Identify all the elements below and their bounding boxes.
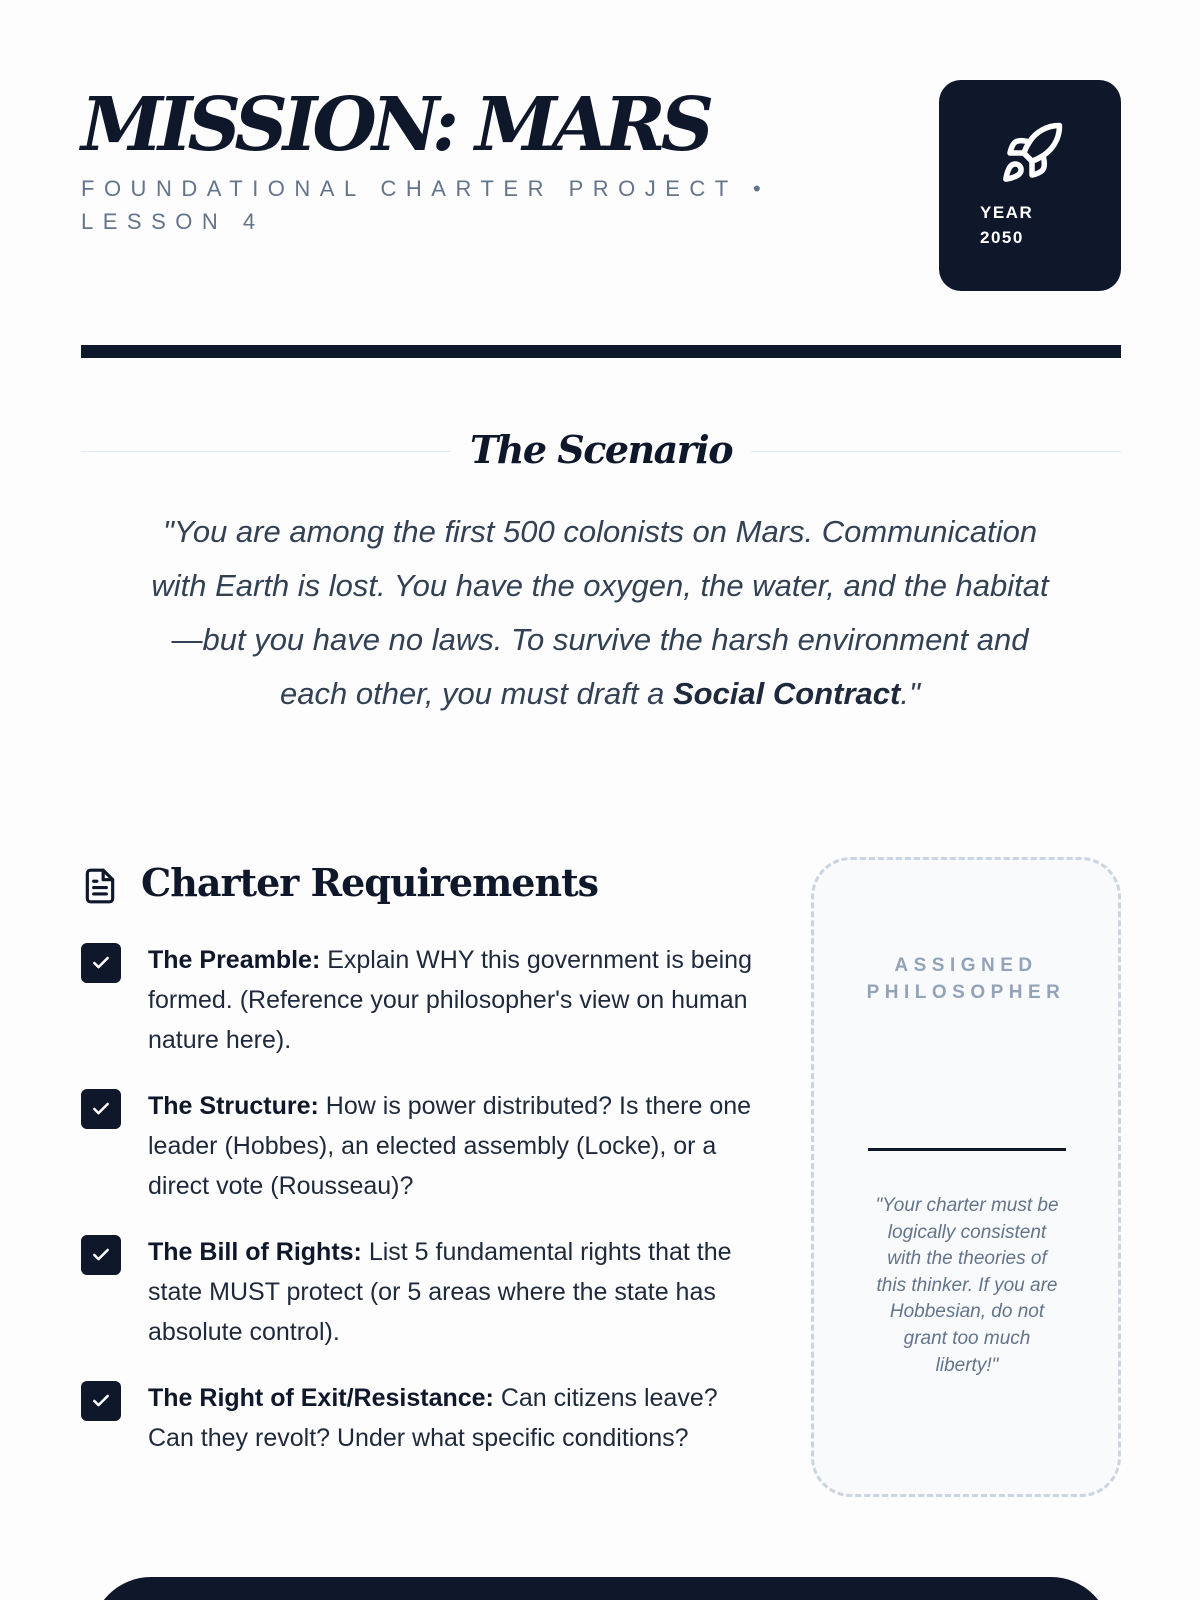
scenario-quote-start: "You are among the first 500 colonists on Mars. Communication with Earth is lost. You have the oxygen, the water, and the habitat—but you have no laws. To survive the harsh environment and each other, you must draft a — [151, 514, 1049, 711]
scenario-quote — [140, 505, 1060, 721]
requirement-label: The Structure: — [148, 1092, 319, 1120]
checkbox-checked[interactable] — [81, 1381, 121, 1421]
requirement-text: How is power distributed? Is there one leader (Hobbes), an elected assembly (Locke), or a direct vote (Rousseau)? — [148, 1092, 752, 1200]
page-header — [81, 80, 1121, 292]
philosopher-note: "Your charter must be logically consistent with the theories of this thinker. If you are Hobbesian, do not grant too much liberty!" — [875, 1195, 1059, 1376]
assigned-philosopher-card — [811, 857, 1121, 1497]
requirement-text: Explain WHY this government is being formed. (Reference your philosopher's view on human nature here). — [148, 946, 752, 1054]
requirement-label: The Right of Exit/Resistance: — [148, 1384, 494, 1412]
year-value: 2050 — [980, 228, 1024, 247]
scenario-quote-end: ." — [900, 676, 920, 711]
philosopher-label: ASSIGNED PHILOSOPHER — [866, 955, 1066, 1003]
philosopher-name-blank[interactable] — [868, 1110, 1066, 1146]
year-label-line1: YEAR — [980, 203, 1034, 222]
scenario-title: The Scenario — [469, 427, 733, 472]
scenario-quote-emphasis: Social Contract — [672, 676, 901, 711]
requirement-item-bill-of-rights — [81, 1232, 761, 1352]
requirement-item-preamble — [81, 940, 761, 1060]
header-divider — [81, 345, 1121, 358]
checkbox-checked[interactable] — [81, 943, 121, 983]
requirement-text: List 5 fundamental rights that the state MUST protect (or 5 areas where the state has absolute control). — [148, 1238, 732, 1346]
year-badge — [939, 80, 1121, 291]
requirement-item-right-of-exit — [81, 1378, 761, 1458]
page-subtitle: FOUNDATIONAL CHARTER PROJECT • LESSON 4 — [81, 176, 771, 234]
requirements-list — [81, 940, 761, 1484]
requirement-item-structure — [81, 1086, 761, 1206]
requirement-text: Can citizens leave? Can they revolt? Under what specific conditions? — [148, 1384, 718, 1452]
philosopher-signature-line — [868, 1148, 1066, 1151]
check-icon — [90, 1391, 112, 1411]
footer-band — [91, 1577, 1111, 1600]
requirements-heading — [81, 860, 781, 910]
rocket-icon — [999, 120, 1065, 186]
year-label — [980, 200, 1033, 250]
check-icon — [90, 1099, 112, 1119]
scenario-rule-right — [751, 451, 1121, 452]
scenario-heading — [81, 425, 1121, 480]
requirement-label: The Bill of Rights: — [148, 1238, 362, 1266]
check-icon — [90, 953, 112, 973]
checkbox-checked[interactable] — [81, 1089, 121, 1129]
requirement-label: The Preamble: — [148, 946, 321, 974]
requirements-title: Charter Requirements — [141, 860, 599, 905]
checkbox-checked[interactable] — [81, 1235, 121, 1275]
page-title: MISSION: MARS — [81, 82, 710, 168]
document-icon — [81, 866, 119, 906]
check-icon — [90, 1245, 112, 1265]
